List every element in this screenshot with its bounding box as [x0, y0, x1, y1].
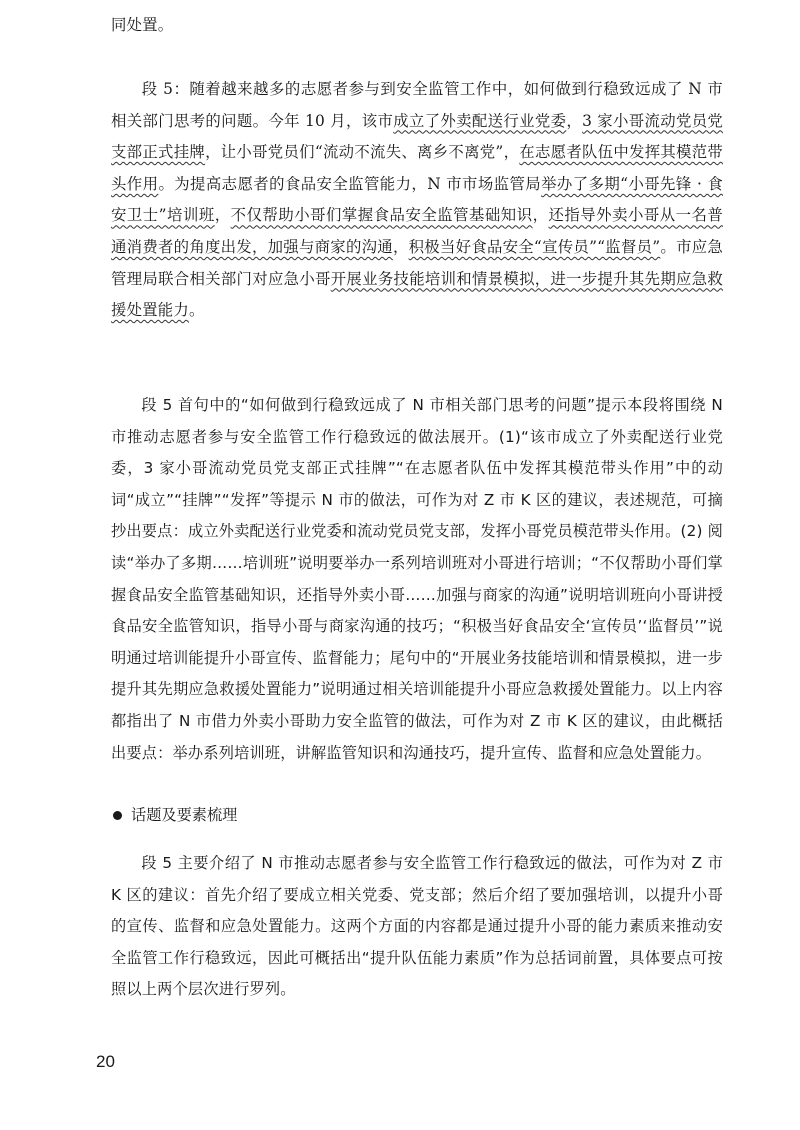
analysis-block: [111, 390, 723, 769]
marked-phrase: 积极当好食品安全“宣传员”“监督员”: [408, 237, 661, 256]
passage-text: 。市应急管理局联合相关部门对应急小哥: [111, 237, 723, 288]
passage-text: 。: [188, 301, 205, 320]
passage-text: ，: [214, 206, 231, 225]
marked-phrase: 开展业务技能培训和情景模拟，进一步提升其先期应急救援处置能力: [111, 269, 723, 320]
section-heading: [111, 800, 723, 832]
marked-phrase: 成立了外卖配送行业党委: [393, 111, 567, 130]
passage-text: 段 5：随着越来越多的志愿者参与到安全监管工作中，如何做到行稳致远成了 N 市相关部门思考的问题。今年 10 月，该市: [111, 80, 723, 130]
section-heading-block: [111, 800, 723, 832]
section-heading-text: 话题及要素梳理: [131, 806, 238, 824]
summary-block: [111, 848, 723, 1006]
summary-paragraph: 段 5 主要介绍了 N 市推动志愿者参与安全监管工作行稳致远的做法，可作为对 Z 市 K 区的建议：首先介绍了要成立相关党委、党支部；然后介绍了要加强培训，以提升小哥的宣传、监督和应急处置能力。这两个方面的内容都是通过提升小哥的能力素质来推动安全监管工作行稳致远，因此可概括出“提升队伍能力素质”作为总括词前置，具体要点可按照以上两个层次进行罗列。: [111, 854, 723, 999]
marked-phrase: 在志愿者队伍中发挥其模范带头作用: [111, 143, 724, 193]
marked-phrase: 3 家小哥流动党员党支部正式挂牌: [111, 111, 724, 162]
passage-text: ，: [566, 111, 583, 130]
marked-phrase: 举办了多期“小哥先锋 · 食安卫士”培训班: [111, 174, 723, 225]
continued-line-block: [111, 10, 723, 42]
analysis-paragraph: 段 5 首句中的“如何做到行稳致远成了 N 市相关部门思考的问题”提示本段将围绕 N 市推动志愿者参与安全监管工作行稳致远的做法展开。(1)“该市成立了外卖配送行业党委，3 家小哥流动党员党支部正式挂牌”“在志愿者队伍中发挥其模范带头作用”中的动词“成立”“挂牌”“发挥”等提示 N 市的做法，可作为对 Z 市 K 区的建议，表述规范，可摘抄出要点：成立外卖配送行业党委和流动党员党支部，发挥小哥党员模范带头作用。(2) 阅读“举办了多期……培训班”说明要举办一系列培训班对小哥进行培训；“不仅帮助小哥们掌握食品安全监管基础知识，还指导外卖小哥……加强与商家的沟通”说明培训班向小哥讲授食品安全监管知识，指导小哥与商家沟通的技巧；“积极当好食品安全‘宣传员’‘监督员’”说明通过培训能提升小哥宣传、监督能力；尾句中的“开展业务技能培训和情景模拟，进一步提升其先期应急救援处置能力”说明通过相关培训能提升小哥应急救援处置能力。以上内容都指出了 N 市借力外卖小哥助力安全监管的做法，可作为对 Z 市 K 区的建议，由此概括出要点：举办系列培训班，讲解监管知识和沟通技巧，提升宣传、监督和应急处置能力。: [111, 396, 723, 762]
continued-text: 同处置。: [111, 16, 174, 34]
page-number: 20: [96, 1052, 115, 1071]
marked-phrase: 不仅帮助小哥们掌握食品安全监管基础知识: [230, 206, 533, 225]
passage-text: ，让小哥党员们“流动不流失、离乡不离党”，: [205, 143, 520, 162]
marked-phrase: 还指导外卖小哥从一名普通消费者的角度出发，加强与商家的沟通: [111, 206, 724, 256]
passage-text: 。为提高志愿者的食品安全监管能力，N 市市场监管局: [158, 174, 542, 193]
passage-paragraph: [111, 74, 723, 327]
passage-text: ，: [532, 206, 549, 225]
passage-text: ，: [392, 237, 409, 256]
source-passage: [111, 74, 723, 327]
bullet-icon: [113, 811, 122, 820]
